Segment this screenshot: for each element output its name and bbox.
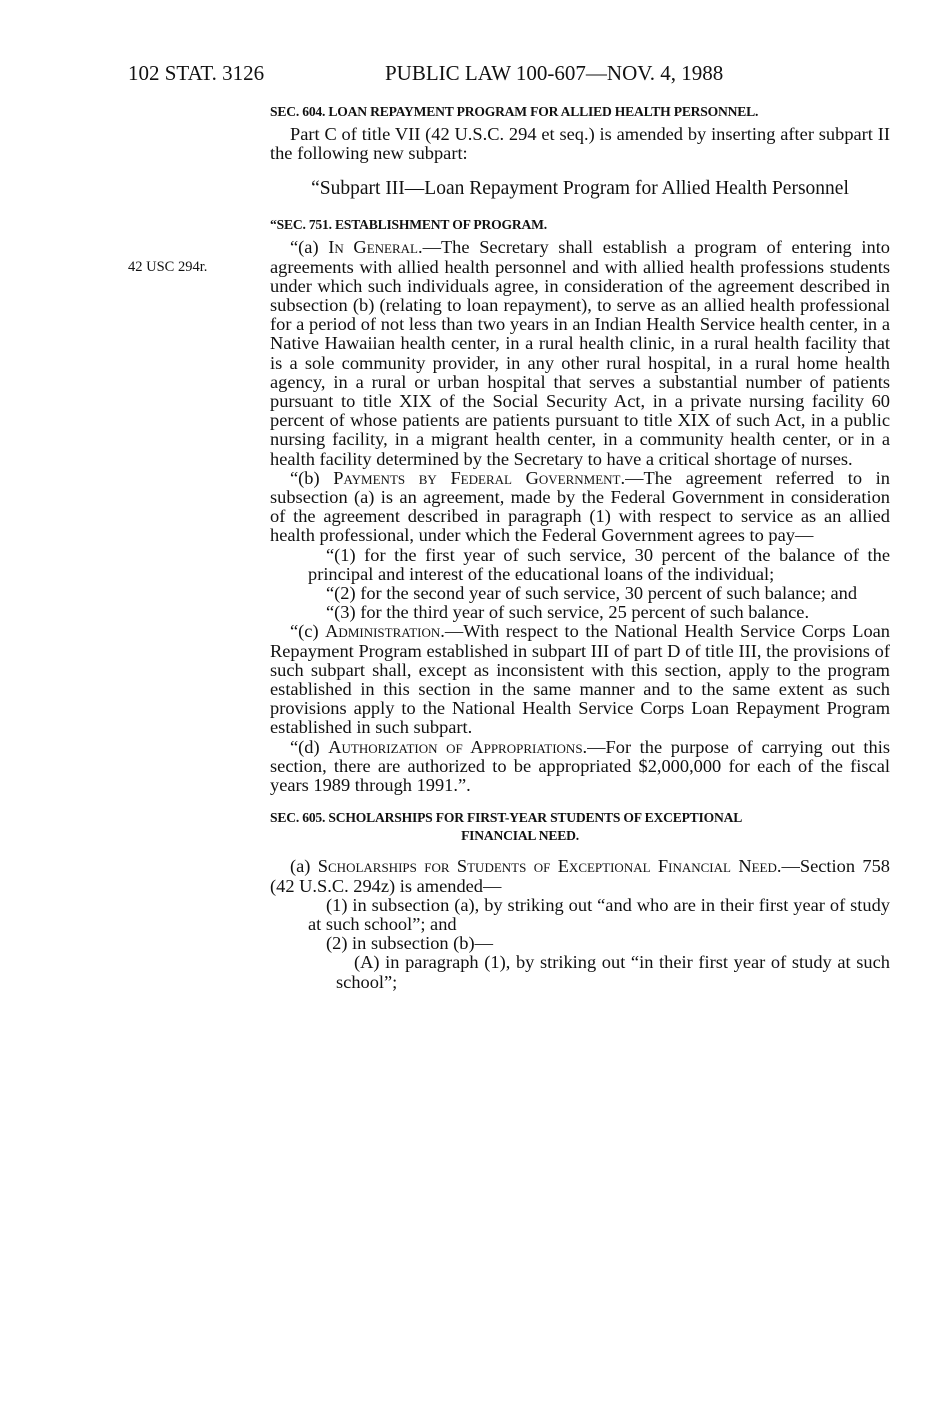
margin-note-usc: 42 USC 294r. — [128, 259, 208, 275]
stat-reference: 102 STAT. 3126 — [128, 61, 265, 85]
subsection-c-text: —With respect to the National Health Service Corps Loan Repayment Program established in subpart III of part D of title III, the provisions of such subpart shall, except as inconsistent with this section, apply to the program established in this section in the same manner and to the same extent as such provisions apply to the National Health Service Corps Loan Repayment Program established in such subpart. — [270, 621, 890, 738]
subsection-b-text: —The agreement referred to in subsection (a) is an agreement, made by the Federal Government in consideration of the agreement described in paragraph (1) with respect to service as an allied health professional, under which the Federal Government agrees to pay— — [270, 467, 890, 546]
subsection-b-payments — [270, 469, 890, 546]
section-605-subsection-a — [270, 857, 890, 895]
section-605-item-A: (A) in paragraph (1), by striking out “in their first year of study at such school”; — [336, 952, 890, 992]
section-605-heading-line2: FINANCIAL NEED. — [461, 828, 579, 844]
subsection-d-text: —For the purpose of carrying out this section, there are authorized to be appropriated $2,000,000 for each of the fiscal years 1989 through 1991.”. — [270, 736, 890, 796]
paragraph-b3: “(3) for the third year of such service, 25 percent of such balance. — [326, 602, 810, 623]
subsection-c-administration — [270, 622, 890, 737]
section-604-intro: Part C of title VII (42 U.S.C. 294 et seq.) is amended by inserting after subpart II the following new subpart: — [270, 124, 890, 164]
subsection-c-label: “(c) — [290, 621, 326, 642]
section-605-heading-line1: SEC. 605. SCHOLARSHIPS FOR FIRST-YEAR STUDENTS OF EXCEPTIONAL — [270, 810, 743, 826]
section-605-item-1: (1) in subsection (a), by striking out “and who are in their first year of study at such school”; and — [308, 894, 890, 934]
subsection-a-label: “(a) — [290, 237, 329, 258]
subsection-b-label: “(b) — [290, 467, 334, 488]
main-text-column — [270, 103, 890, 992]
section-605-heading — [270, 809, 890, 845]
section-751-heading: “SEC. 751. ESTABLISHMENT OF PROGRAM. — [270, 217, 547, 233]
public-law-reference: PUBLIC LAW 100-607—NOV. 4, 1988 — [385, 61, 724, 85]
section-605-a-caption: Scholarships for Students of Exceptional Financial Need. — [317, 856, 782, 877]
subsection-d-appropriations — [270, 738, 890, 796]
section-605-a-label: (a) — [290, 856, 318, 877]
subsection-a-in-general — [270, 238, 890, 468]
subsection-c-caption: Administration. — [325, 621, 445, 642]
section-605-a-text: —Section 758 (42 U.S.C. 294z) is amended— — [270, 856, 890, 896]
subpart-title: “Subpart III—Loan Repayment Program for Allied Health Personnel — [311, 178, 849, 200]
subsection-a-caption: In General. — [328, 237, 423, 258]
subsection-b-caption: Payments by Federal Government. — [333, 467, 626, 488]
subsection-d-label: “(d) — [290, 736, 329, 757]
subsection-d-caption: Authorization of Appropriations. — [328, 736, 588, 757]
section-605-item-2: (2) in subsection (b)— — [326, 933, 494, 954]
paragraph-b2: “(2) for the second year of such service, 30 percent of such balance; and — [326, 583, 858, 604]
section-604-heading: SEC. 604. LOAN REPAYMENT PROGRAM FOR ALLIED HEALTH PERSONNEL. — [270, 104, 759, 119]
paragraph-b1: “(1) for the first year of such service, 30 percent of the balance of the principal and interest of the educational loans of the individual; — [308, 544, 890, 584]
subsection-a-text: —The Secretary shall establish a program of entering into agreements with allied health personnel and with allied health professions students under which such individuals agree, in consideration of the agreement described in subsection (b) (relating to loan repayment), to serve as an allied health professional for a period of not less than two years in an Indian Health Service health center, in a Native Hawaiian health center, in a rural health clinic, in a rural health facility that is a sole community provider, in any other rural hospital, in a rural home health agency, in a rural or urban hospital that serves a substantial number of patients pursuant to title XIX of the Social Security Act, in a private nursing facility 60 percent of whose patients are patients pursuant to title XIX of such Act, in a public nursing facility, in a migrant health center, in a community health center, or in a health facility determined by the Secretary to have a critical shortage of nurses. — [270, 237, 890, 469]
